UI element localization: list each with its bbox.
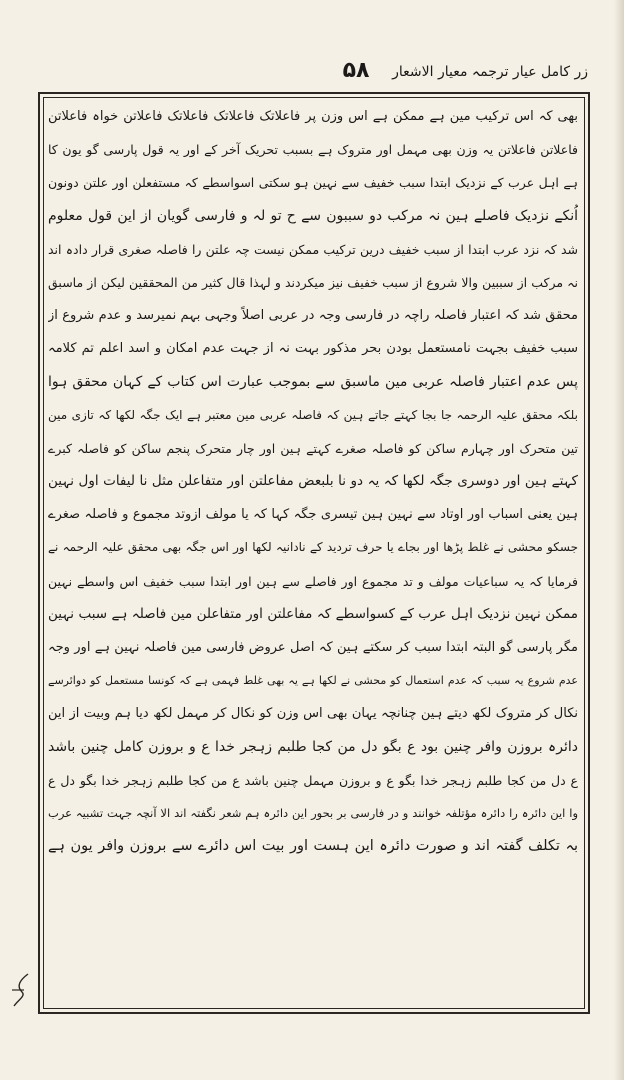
running-title: زر کامل عیار ترجمہ معیار الاشعار: [392, 64, 588, 80]
text-line: ممکن نہین نزدیک اہل عرب کے کسواسطے کہ مفاعلتن اور متفاعلن مین فاصلہ ہے سبب نہین: [48, 605, 578, 622]
text-line: ع دل من کجا طلبم زہجر خدا بگو ع و بروزن مہمل چنین باشد ع من کجا طلبم زہجر خدا بگو دل ع: [48, 772, 578, 788]
page-gutter-shadow: [614, 0, 624, 1080]
text-line: شد کہ نزد عرب ابتدا از سبب خفیف درین ترکیب ممکن نیست چہ علتن را فاصلہ صغری قرار دادہ اند: [48, 241, 578, 257]
text-line: سبب خفیف بجہت نامستعمل بودن بحر مذکور بہت نہ از جہت عدم امکان و اسد اعلم تم کلامہ: [48, 341, 578, 357]
body-text: [48, 100, 578, 863]
text-line: محقق شد کہ اعتبار فاصلہ راچہ در فارسی وجہ در عربی اصلاً وجہی بہم نمیرسد و عدم شروع از: [48, 308, 578, 324]
text-line: عدم شروع یہ سبب کہ عدم استعمال کو محشی نے لکھا ہے یہ بھی غلط فہمی ہے کہ کونسا مستعمل کو دوائرسے: [48, 674, 578, 688]
text-line: مگر پارسی گو البتہ ابتدا سبب کر سکتے ہین کہ اصل عروض فارسی مین فاصلہ نہین ہے اور وجہ: [48, 640, 578, 655]
text-line: تین متحرک اور چہارم ساکن کو فاصلہ صغرے کہتے ہین اور چار متحرک پنجم ساکن کو فاصلہ کبرے: [48, 440, 578, 456]
margin-note-mark: [6, 970, 36, 1010]
text-line: پس عدم اعتبار فاصلہ عربی مین ماسبق سے بموجب عبارت اس کتاب کے کہان محقق ہوا: [48, 373, 578, 390]
text-line: اُنکے نزدیک فاصلے ہین نہ مرکب دو سببون سے ح تو لہ و فارسی گویان از این قول معلوم: [48, 207, 578, 224]
text-line: جسکو محشی نے غلط پڑھا اور بجاے یا حرف تردید کے نادانیہ لکھا اور اس جگہ بھی محقق علیہ الرحمہ نے: [48, 540, 578, 555]
text-line: ہے اہل عرب کے نزدیک ابتدا سبب خفیف سے نہین ہو سکتی اسواسطے کہ مستفعلن اور علتن دونون: [48, 175, 578, 191]
text-line: دائرہ بروزن وافر چنین بود ع بگو دل من کجا طلبم زہجر خدا ع و بروزن کامل چنین باشد: [48, 738, 578, 755]
text-line: کہتے ہین اور دوسری جگہ لکھا کہ یہ دو نا بلبعض مفاعلتن اور متفاعلن مثل نا لیفات اول نہین: [48, 473, 578, 490]
text-line: ہین یعنی اسباب اور اوتاد سے نہین ہین تیسری جگہ کہا کہ یا مولف ازوتد مجموع و فاصلہ صغرے: [48, 507, 578, 523]
text-line: بلکہ محقق علیہ الرحمہ جا بجا کہتے جاتے ہین کہ فاصلہ عربی مین معتبر ہے ایک جگہ لکھا کہ تازی مین: [48, 407, 578, 422]
page-header: [40, 58, 592, 88]
text-line: نہ مرکب از سببین والا شروع از سبب خفیف نیز میکردند و لہذا قال کثیر من المحققین لیکن از ماسبق: [48, 274, 578, 290]
text-line: نکال کر متروک لکھ دیتے ہین چنانچہ یہان بھی اس وزن کو نکال کر مہمل لکھ دیا ہم وبیت از این: [48, 706, 578, 722]
text-line: فاعلاتن فاعلاتن یہ وزن بھی مہمل اور متروک ہے بسبب تحریک آخر کے اور یہ قول پارسی گو یون کا: [48, 142, 578, 158]
page-number: ۵۸: [342, 58, 370, 83]
text-line: فرمایا کہ یہ سباعیات مولف و تد مجموع اور فاصلے سے ہین اور ابتدا سبب خفیف اس واسطے نہین: [48, 573, 578, 589]
text-line: وا این دائرہ را دائرہ مؤتلفہ خوانند و در فارسی بر بحور این دائرہ ہم شعر نگفتہ اند الا آنچہ جہت تشبیہ عرب: [48, 805, 578, 820]
text-line: بہ تکلف گفتہ اند و صورت دائرہ این ہست اور بیت اس دائرے سے بروزن وافر یون ہے: [48, 838, 578, 855]
text-line: بھی کہ اس ترکیب مین ہے ممکن ہے اس وزن پر فاعلاتک فاعلاتک فاعلاتک فاعلاتن خواہ فاعلاتن: [48, 109, 578, 124]
